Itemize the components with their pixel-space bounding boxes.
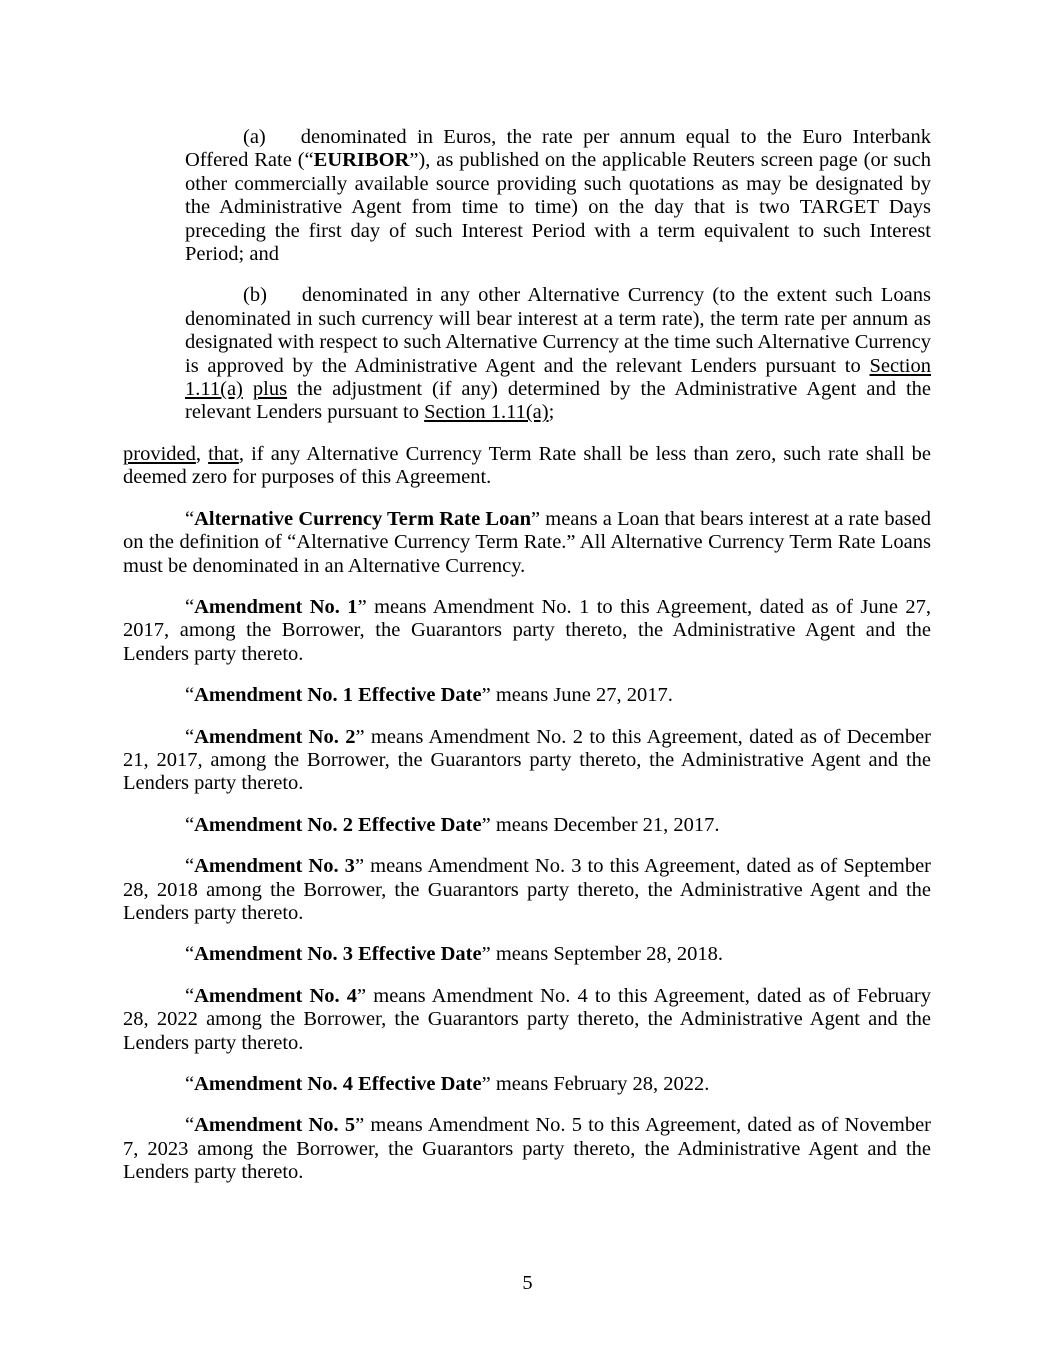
text-segment: ” means Amendment No. 3 to this Agreement, dated as of September 28, 2018 among the Borrower, the Guarantors party thereto, the Administrative Agent and the Lenders party thereto. <box>123 855 931 924</box>
text-segment: provided <box>123 442 196 465</box>
text-segment: Amendment No. 3 Effective Date <box>194 943 482 966</box>
text-segment: Amendment No. 4 <box>194 984 358 1007</box>
text-segment: “ <box>185 855 195 878</box>
definition-amendment-no-5 <box>123 1114 931 1184</box>
definition-amendment-no-2-effective-date <box>123 814 931 837</box>
text-segment: Amendment No. 5 <box>194 1114 356 1137</box>
text-segment: Amendment No. 4 Effective Date <box>194 1073 482 1095</box>
text-segment: Amendment No. 2 <box>194 725 356 748</box>
definition-amendment-no-1-effective-date <box>123 684 931 707</box>
text-segment: ” means June 27, 2017. <box>481 684 673 707</box>
text-segment: ” means a Loan that bears interest at a rate based on the definition of “Alternative Currency Term Rate.” All Alternative Currency Term Rate Loans must be denominated in an Alternative Currency. <box>123 507 932 577</box>
text-segment: “ <box>185 684 195 707</box>
text-segment: ” means December 21, 2017. <box>481 813 720 836</box>
text-segment: denominated in any other Alternative Currency (to the extent such Loans denominated in such currency will bear interest at a term rate), the term rate per annum as designated with respect to such Alternative Currency at the time such Alternative Currency is approved by the Administrative Agent and the relevant Lenders pursuant to <box>185 284 931 377</box>
definition-amendment-no-3-effective-date <box>123 943 931 966</box>
clause-b-alternative-currency <box>185 284 931 424</box>
clause-label: (b) <box>243 284 267 307</box>
text-segment <box>243 378 253 400</box>
text-segment: plus <box>252 378 288 401</box>
text-segment: “ <box>185 595 195 618</box>
definition-amendment-no-4-effective-date <box>123 1073 931 1096</box>
definition-amendment-no-2 <box>123 726 931 796</box>
text-segment: ” means Amendment No. 5 to this Agreement, dated as of November 7, 2023 among the Borrower, the Guarantors party thereto, the Administrative Agent and the Lenders party thereto. <box>123 1114 931 1184</box>
text-segment: denominated in Euros, the rate per annum equal to the Euro Interbank Offered Rate (“ <box>185 126 931 172</box>
text-segment: EURIBOR <box>313 149 410 172</box>
text-segment: ” means Amendment No. 1 to this Agreement, dated as of June 27, 2017, among the Borrower, the Guarantors party thereto, the Administrative Agent and the Lenders party thereto. <box>123 595 932 665</box>
definition-amendment-no-3 <box>123 855 931 925</box>
text-segment: ” means September 28, 2018. <box>481 943 723 966</box>
clause-label: (a) <box>243 126 266 148</box>
page-number: 5 <box>522 1272 533 1294</box>
text-segment: that <box>208 442 239 465</box>
text-segment: “ <box>185 1073 195 1095</box>
text-segment: ” means February 28, 2022. <box>481 1073 710 1095</box>
document-body <box>123 126 931 1203</box>
text-segment: ” means Amendment No. 4 to this Agreement, dated as of February 28, 2022 among the Borrower, the Guarantors party thereto, the Administrative Agent and the Lenders party thereto. <box>123 984 931 1054</box>
clause-a-euribor <box>185 126 931 266</box>
text-segment: “ <box>185 984 195 1007</box>
text-segment: Section 1.11(a) <box>424 401 549 424</box>
text-segment: ; <box>548 401 555 424</box>
text-segment: “ <box>185 507 195 530</box>
text-segment: , if any Alternative Currency Term Rate shall be less than zero, such rate shall be deemed zero for purposes of this Agreement. <box>123 442 931 489</box>
text-segment: “ <box>185 943 195 966</box>
text-segment: “ <box>185 813 195 836</box>
text-segment: Amendment No. 3 <box>194 855 355 878</box>
text-segment: Alternative Currency Term Rate Loan <box>194 507 531 530</box>
text-segment: Amendment No. 2 Effective Date <box>194 813 482 836</box>
text-segment: Section 1.11(a) <box>185 354 931 401</box>
definition-amendment-no-4 <box>123 985 931 1055</box>
text-segment: , <box>195 442 209 465</box>
text-segment: “ <box>185 1114 195 1137</box>
text-segment: ”), as published on the applicable Reuters screen page (or such other commercially available source providing such quotations as may be designated by the Administrative Agent from time to time) on the day that is two TARGET Days preceding the first day of such Interest Period with a term equivalent to such Interest Period; and <box>185 149 931 266</box>
text-segment: “ <box>185 725 195 748</box>
text-segment: the adjustment (if any) determined by the Administrative Agent and the relevant Lenders pursuant to <box>185 378 931 424</box>
text-segment: ” means Amendment No. 2 to this Agreement, dated as of December 21, 2017, among the Borrower, the Guarantors party thereto, the Administrative Agent and the Lenders party thereto. <box>123 725 931 795</box>
definition-amendment-no-1 <box>123 596 931 666</box>
text-segment: Amendment No. 1 Effective Date <box>194 684 482 707</box>
text-segment: Amendment No. 1 <box>194 595 358 618</box>
definition-alternative-currency-term-rate-loan <box>123 508 931 578</box>
proviso-paragraph <box>123 443 931 490</box>
